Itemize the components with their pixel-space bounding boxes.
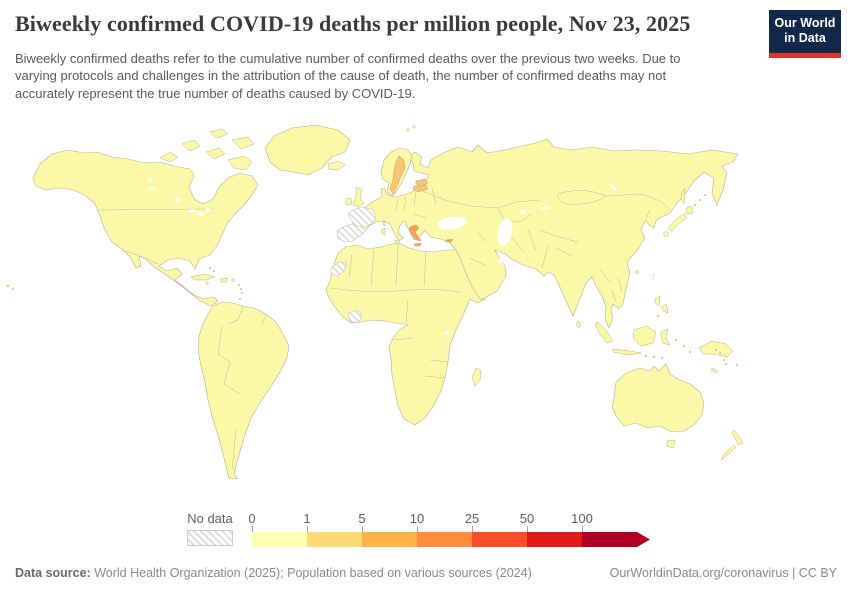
region-australia[interactable]	[612, 364, 704, 432]
legend-tick-label: 5	[358, 511, 366, 526]
caribbean-islands	[191, 267, 243, 300]
legend-segment[interactable]	[307, 532, 362, 547]
region-madagascar[interactable]	[472, 368, 481, 386]
southeast-asia-islands	[576, 296, 733, 359]
legend-segment[interactable]	[527, 532, 582, 547]
world-map[interactable]	[0, 110, 850, 515]
legend-no-data	[185, 511, 235, 546]
owid-logo[interactable]	[769, 10, 841, 58]
legend-segment[interactable]	[472, 532, 527, 547]
arctic-islands	[160, 129, 254, 170]
region-ireland[interactable]	[346, 198, 352, 205]
owid-logo-line2: in Data	[784, 31, 826, 45]
footer	[15, 566, 837, 580]
region-iceland[interactable]	[328, 161, 345, 170]
legend-segment[interactable]	[252, 532, 307, 547]
footer-source	[15, 566, 532, 580]
legend-segment[interactable]	[362, 532, 417, 547]
legend-tick-label: 10	[409, 511, 425, 526]
footer-source-label: Data source:	[15, 566, 91, 580]
legend-tick-label: 100	[571, 511, 593, 526]
region-tasmania	[667, 440, 675, 448]
owid-logo-line1: Our World	[774, 16, 836, 30]
world-map-svg	[0, 110, 850, 515]
page-subtitle: Biweekly confirmed deaths refer to the cumulative number of confirmed deaths over the previous two weeks. Due to varying protocols and challenges in the attribution of the cause of death, the number of confirmed deaths may not accurately represent the true number of deaths caused by COVID-19.	[15, 51, 681, 101]
legend-segment[interactable]	[417, 532, 472, 547]
legend-arrow	[637, 532, 650, 547]
legend-no-data-swatch[interactable]	[187, 530, 233, 546]
footer-credit[interactable]: OurWorldinData.org/coronavirus | CC BY	[609, 566, 837, 580]
legend-scale	[248, 511, 657, 549]
legend-tick-label: 1	[303, 511, 311, 526]
page-title: Biweekly confirmed COVID-19 deaths per million people, Nov 23, 2025	[15, 11, 691, 36]
region-united-kingdom[interactable]	[353, 187, 364, 207]
legend-tick-label: 0	[248, 511, 256, 526]
footer-source-text: World Health Organization (2025); Population based on various sources (2024)	[90, 566, 532, 580]
legend-tick-label: 50	[519, 511, 535, 526]
legend-no-data-label: No data	[187, 511, 233, 526]
legend-segment[interactable]	[582, 532, 637, 547]
region-north-america[interactable]	[33, 150, 258, 306]
region-south-america[interactable]	[198, 302, 289, 479]
legend-tick-label: 25	[464, 511, 480, 526]
country-crete[interactable]	[414, 243, 421, 246]
